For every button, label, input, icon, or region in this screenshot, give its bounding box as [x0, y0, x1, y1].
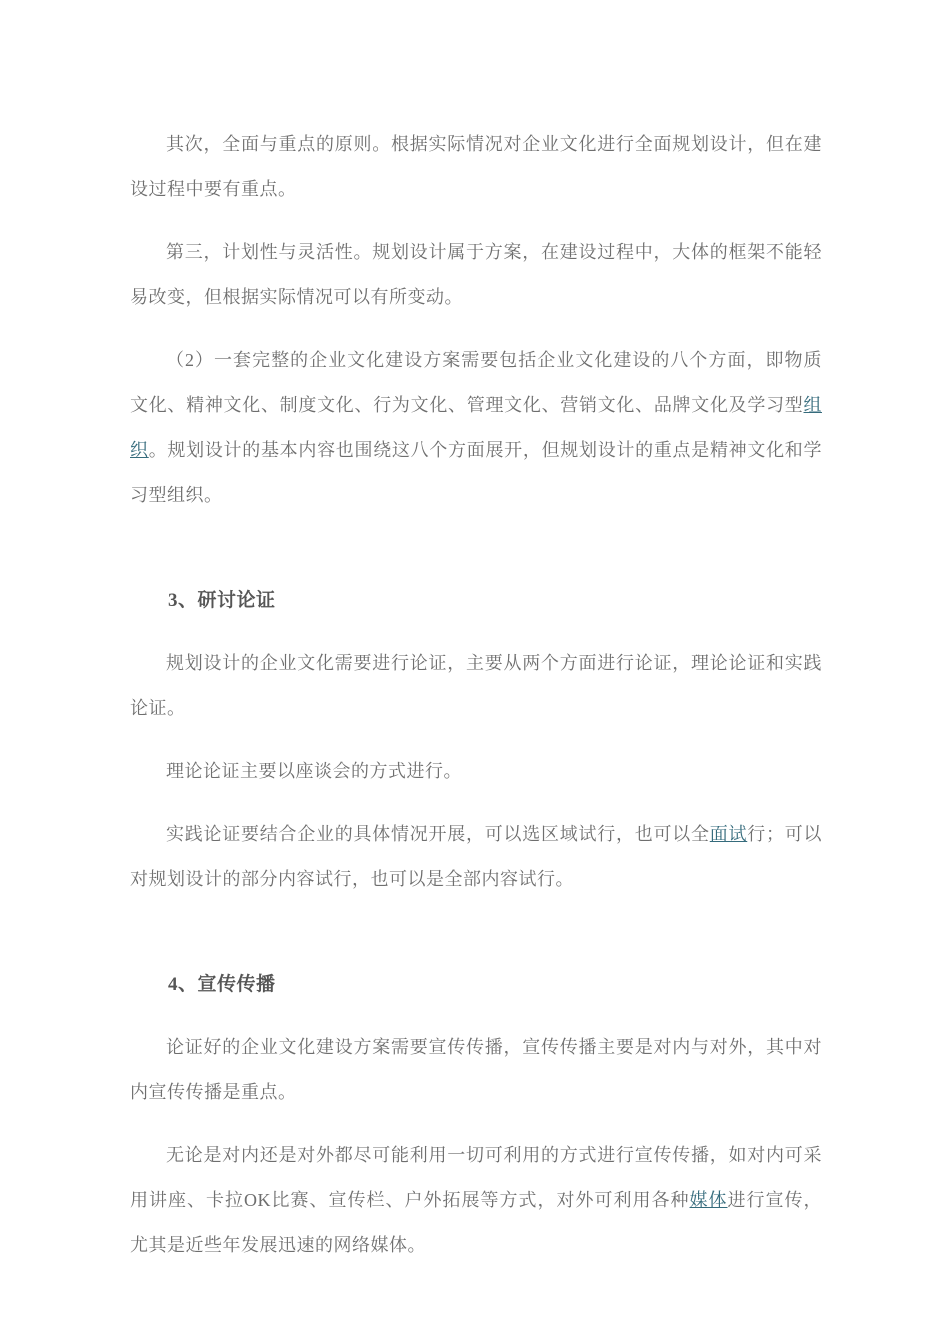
organization-link[interactable]: 组织	[130, 395, 822, 460]
paragraph-text-after: 。规划设计的基本内容也围绕这八个方面展开，但规划设计的重点是精神文化和学习型组织。	[130, 440, 823, 505]
paragraph-theoretical-argumentation: 理论论证主要以座谈会的方式进行。	[166, 761, 462, 781]
paragraph-practical-argumentation	[130, 812, 822, 902]
paragraph-principle-comprehensive: 其次，全面与重点的原则。根据实际情况对企业文化进行全面规划设计，但在建设过程中要有重点。	[130, 134, 822, 199]
paragraph-publicity-methods	[130, 1133, 822, 1268]
paragraph-text-after: 进行宣传，尤其是近些年发展迅速的网络媒体。	[130, 1190, 822, 1255]
section-heading-discussion: 3、研讨论证	[168, 590, 276, 611]
paragraph-eight-aspects	[130, 338, 822, 518]
paragraph-text-before: 实践论证要结合企业的具体情况开展，可以选区域试行，也可以全	[166, 824, 710, 844]
media-link[interactable]: 媒体	[689, 1190, 728, 1210]
paragraph-publicity-intro: 论证好的企业文化建设方案需要宣传传播，宣传传播主要是对内与对外，其中对内宣传传播是重点。	[130, 1037, 822, 1102]
paragraph-argumentation-intro: 规划设计的企业文化需要进行论证，主要从两个方面进行论证，理论论证和实践论证。	[130, 653, 822, 718]
paragraph-text-after: 行；可以对规划设计的部分内容试行，也可以是全部内容试行。	[130, 824, 822, 889]
paragraph-text-before: 无论是对内还是对外都尽可能利用一切可利用的方式进行宣传传播，如对内可采用讲座、卡拉OK比赛、宣传栏、户外拓展等方式，对外可利用各种	[130, 1145, 822, 1210]
paragraph-text-before: （2）一套完整的企业文化建设方案需要包括企业文化建设的八个方面，即物质文化、精神文化、制度文化、行为文化、管理文化、营销文化、品牌文化及学习型	[130, 350, 822, 415]
interview-link[interactable]: 面试	[709, 824, 748, 844]
section-heading-publicity: 4、宣传传播	[168, 974, 276, 995]
paragraph-principle-flexibility: 第三，计划性与灵活性。规划设计属于方案，在建设过程中，大体的框架不能轻易改变，但根据实际情况可以有所变动。	[130, 242, 822, 307]
